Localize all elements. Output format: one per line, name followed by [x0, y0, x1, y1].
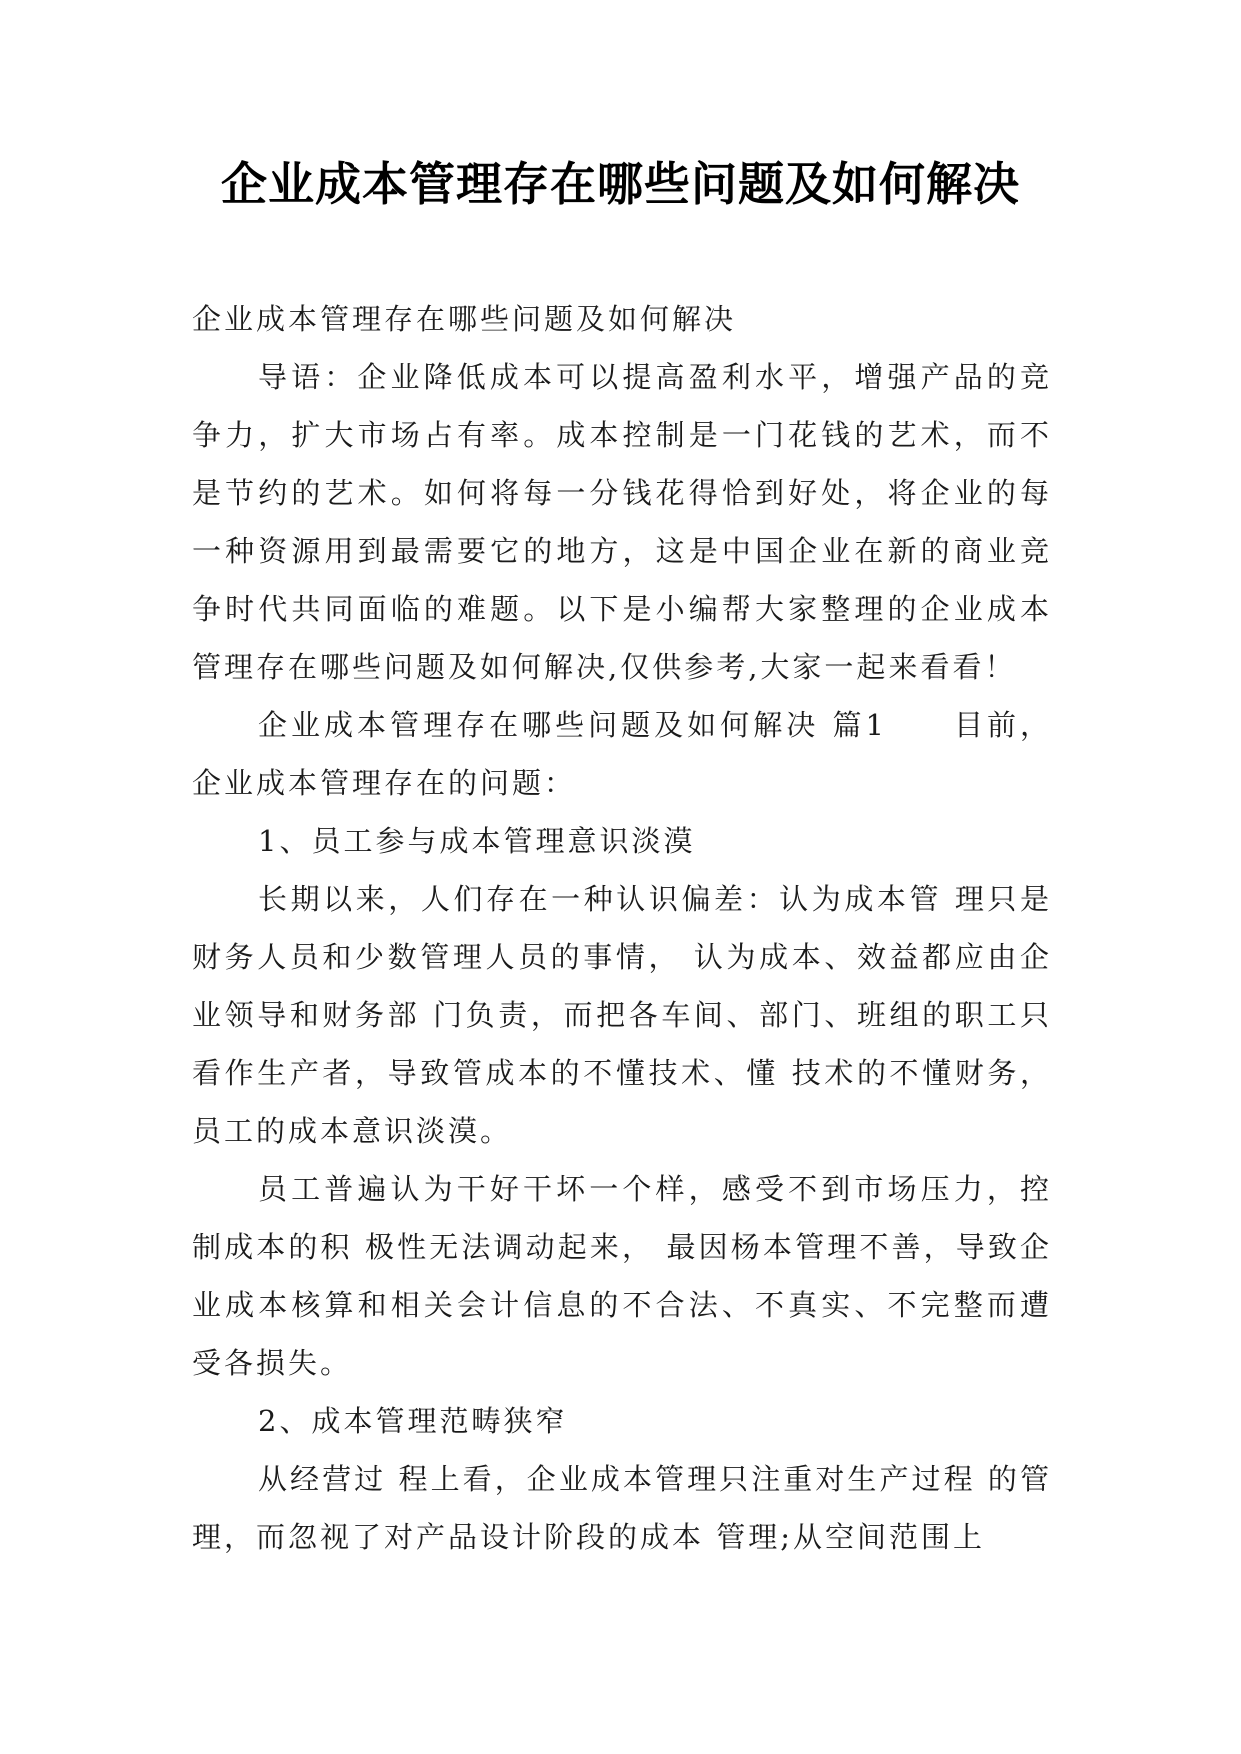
paragraph-point-1-body-a: 长期以来，人们存在一种认识偏差：认为成本管 理只是财务人员和少数管理人员的事情， 认为成本、效益都应由企业领导和财务部 门负责，而把各车间、部门、班组的职工只看作生产者，导致管成本的不懂技术、懂 技术的不懂财务，员工的成本意识淡漠。: [192, 882, 1052, 1148]
paragraph-point-1-body-b: 员工普遍认为干好干坏一个样，感受不到市场压力，控制成本的积 极性无法调动起来， 最因杨本管理不善，导致企业成本核算和相关会计信息的不合法、不真实、不完整而遭受各损失。: [192, 1172, 1052, 1380]
paragraph-point-2-heading: 2、成本管理范畴狭窄: [258, 1404, 568, 1438]
document-title: 企业成本管理存在哪些问题及如何解决: [221, 157, 1020, 211]
paragraph-section-heading: 企业成本管理存在哪些问题及如何解决 篇1 目前，企业成本管理存在的问题：: [192, 708, 1052, 800]
document-body: [192, 290, 1052, 1566]
paragraph-point-1-heading: 1、员工参与成本管理意识淡漠: [258, 824, 696, 858]
paragraph-intro: 导语：企业降低成本可以提高盈利水平，增强产品的竞争力，扩大市场占有率。成本控制是一门花钱的艺术，而不是节约的艺术。如何将每一分钱花得恰到好处，将企业的每一种资源用到最需要它的地方，这是中国企业在新的商业竞争时代共同面临的难题。以下是小编帮大家整理的企业成本管理存在哪些问题及如何解决,仅供参考,大家一起来看看！: [192, 360, 1052, 684]
paragraph-subtitle: 企业成本管理存在哪些问题及如何解决: [192, 302, 737, 336]
paragraph-point-2-body: 从经营过 程上看，企业成本管理只注重对生产过程 的管理，而忽视了对产品设计阶段的成本 管理;从空间范围上: [192, 1462, 1052, 1554]
